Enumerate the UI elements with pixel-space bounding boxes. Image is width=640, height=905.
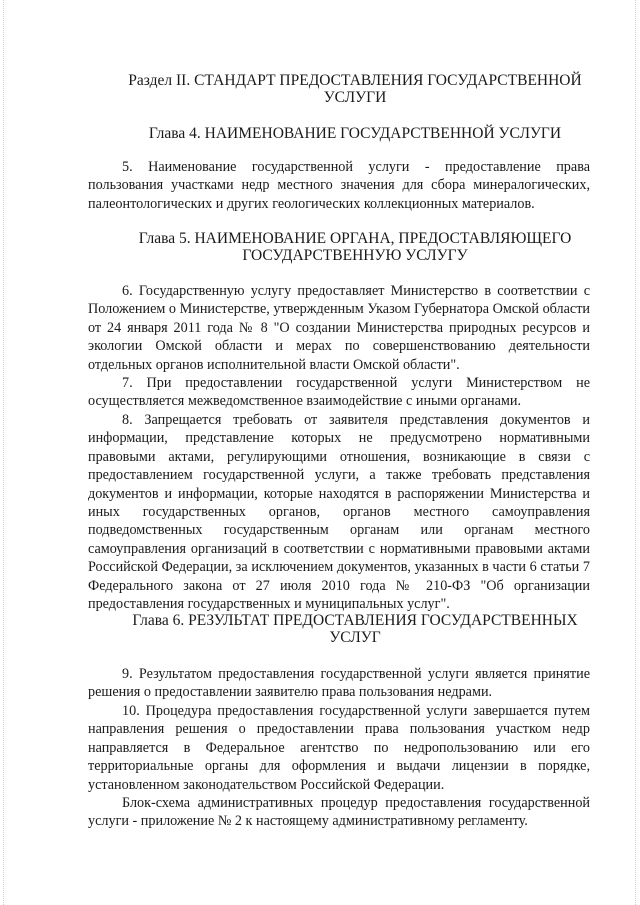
chapter6-title-line1: Глава 6. РЕЗУЛЬТАТ ПРЕДОСТАВЛЕНИЯ ГОСУДАРСТВЕННЫХ bbox=[132, 612, 578, 629]
paragraph-8: 8. Запрещается требовать от заявителя представления документов и информации, представление которых не предусмотрено нормативными правовыми актами, регулирующими отношения, возникающие в связи с предоставлением государственной услуги, а также требовать представления документов и информации, которые находятся в распоряжении Министерства и иных государственных органов, органов местного самоуправления подведомственных государственным органам или органам местного самоуправления организаций в соответствии с нормативными правовыми актами Российской Федерации, за исключением документов, указанных в части 6 статьи 7 Федерального закона от 27 июля 2010 года № 210-ФЗ "Об организации предоставления государственных и муниципальных услуг". bbox=[88, 412, 590, 613]
paragraph-6: 6. Государственную услугу предоставляет Министерство в соответствии с Положением о Министерстве, утвержденным Указом Губернатора Омской области от 24 января 2011 года № 8 "О создании Министерства природных ресурсов и экологии Омской области и мерах по совершенствованию деятельности отдельных органов исполнительной власти Омской области". bbox=[88, 283, 590, 373]
chapter6-title bbox=[120, 612, 590, 646]
chapter4-title: Глава 4. НАИМЕНОВАНИЕ ГОСУДАРСТВЕННОЙ УСЛУГИ bbox=[148, 125, 562, 142]
scan-edge-left bbox=[3, 0, 5, 905]
chapter6-title-line2: УСЛУГ bbox=[329, 629, 381, 646]
section-title-line2: УСЛУГИ bbox=[323, 89, 387, 106]
paragraph-block-scheme: Блок-схема административных процедур предоставления государственной услуги - приложение № 2 к настоящему административному регламенту. bbox=[88, 795, 590, 830]
paragraph-5: 5. Наименование государственной услуги - предоставление права пользования участками недр местного значения для сбора минералогических, палеонтологических и других геологических коллекционных материалов. bbox=[88, 159, 590, 212]
section-title-line1: Раздел II. СТАНДАРТ ПРЕДОСТАВЛЕНИЯ ГОСУДАРСТВЕННОЙ bbox=[128, 72, 582, 89]
paragraph-9: 9. Результатом предоставления государственной услуги является принятие решения о предоставлении заявителю права пользования недрами. bbox=[88, 666, 590, 701]
chapter5-title-line2: ГОСУДАРСТВЕННУЮ УСЛУГУ bbox=[242, 247, 468, 264]
paragraph-7: 7. При предоставлении государственной услуги Министерством не осуществляется межведомственное взаимодействие с иными органами. bbox=[88, 375, 590, 410]
chapter5-title bbox=[120, 230, 590, 264]
paragraph-10: 10. Процедура предоставления государственной услуги завершается путем направления решения о предоставлении права пользования участком недр направляется в Федеральное агентство по недропользованию или его территориальные органы для оформления и выдачи лицензии в порядке, установленном законодательством Российской Федерации. bbox=[88, 703, 590, 793]
scan-edge-right bbox=[635, 0, 637, 905]
chapter5-title-line1: Глава 5. НАИМЕНОВАНИЕ ОРГАНА, ПРЕДОСТАВЛЯЮЩЕГО bbox=[138, 230, 572, 247]
section-title bbox=[120, 72, 590, 106]
